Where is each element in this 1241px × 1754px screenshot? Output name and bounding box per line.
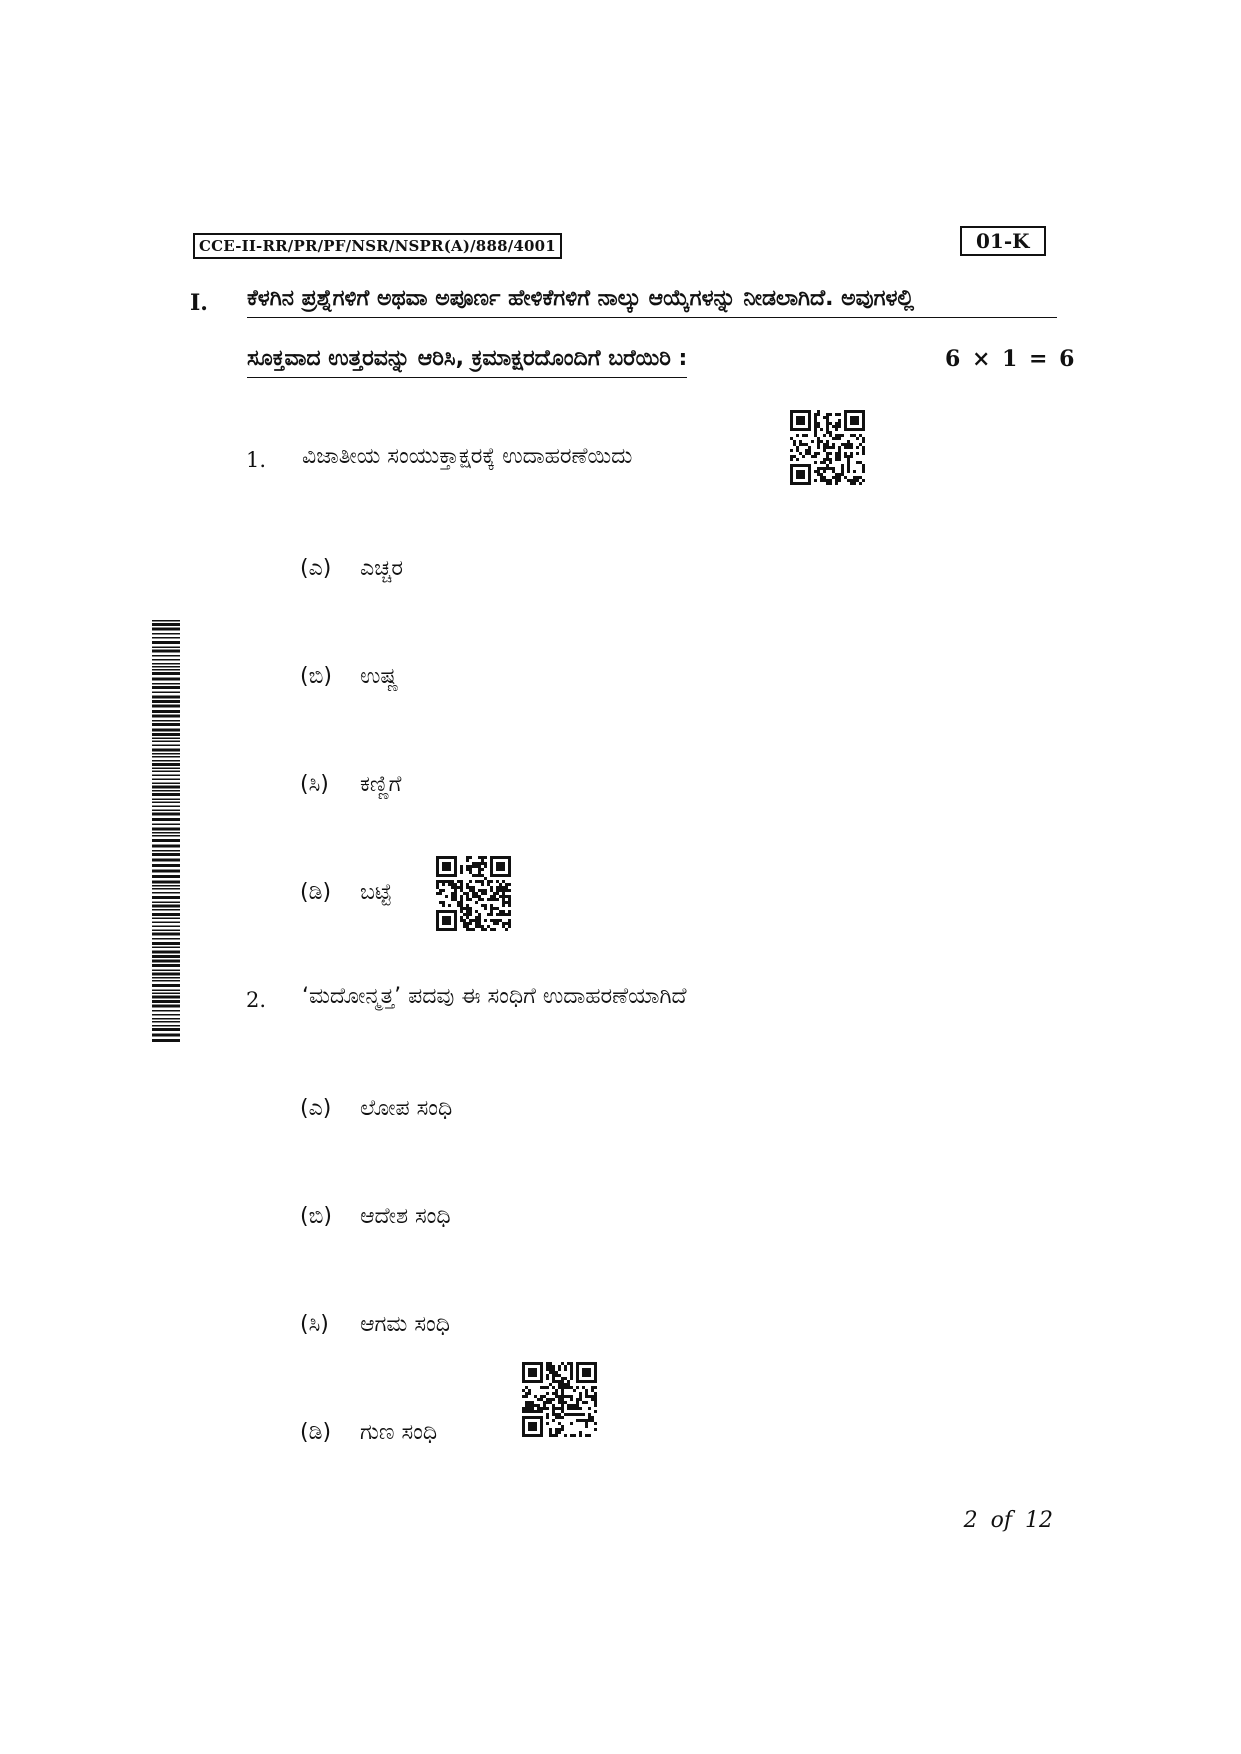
question-text: ‘ಮದೋನ್ಮತ್ತ’ ಪದವು ಈ ಸಂಧಿಗೆ ಉದಾಹರಣೆಯಾಗಿದೆ	[302, 984, 687, 1009]
question-number: 1.	[246, 448, 267, 472]
section-instruction-line2: ಸೂಕ್ತವಾದ ಉತ್ತರವನ್ನು ಆರಿಸಿ, ಕ್ರಮಾಕ್ಷರದೊಂದಿಗೆ ಬರೆಯಿರಿ :	[247, 346, 687, 378]
option	[300, 1420, 437, 1445]
option	[300, 772, 401, 797]
option-text: ಲೋಪ ಸಂಧಿ	[360, 1096, 453, 1121]
option	[300, 1312, 450, 1337]
section-number: I.	[190, 290, 208, 316]
qr-code-icon	[790, 410, 868, 488]
option-label: (ಸಿ)	[300, 1312, 329, 1337]
option-label: (ಎ)	[300, 1096, 332, 1121]
option	[300, 880, 392, 905]
option-label: (ಡಿ)	[300, 880, 332, 905]
section-marks: 6 × 1 = 6	[945, 346, 1077, 372]
option-text: ಕಣ್ಣಿಗೆ	[360, 772, 402, 797]
option-text: ಗುಣ ಸಂಧಿ	[360, 1420, 438, 1445]
option-text: ಆದೇಶ ಸಂಧಿ	[360, 1204, 451, 1229]
option-text: ಬಟ್ಟೆ	[360, 880, 392, 905]
page-number: 2 of 12	[963, 1508, 1053, 1533]
qr-code-icon	[436, 856, 514, 934]
exam-code: CCE-II-RR/PR/PF/NSR/NSPR(A)/888/4001	[193, 233, 562, 259]
barcode-icon	[152, 620, 180, 1045]
option-label: (ಸಿ)	[300, 772, 329, 797]
qr-code-icon	[522, 1362, 600, 1440]
question-number: 2.	[246, 988, 267, 1012]
option	[300, 1096, 452, 1121]
option-text: ಎಚ್ಚರ	[360, 556, 403, 581]
option-text: ಆಗಮ ಸಂಧಿ	[360, 1312, 450, 1337]
question-text: ವಿಜಾತೀಯ ಸಂಯುಕ್ತಾಕ್ಷರಕ್ಕೆ ಉದಾಹರಣೆಯಿದು	[302, 444, 633, 469]
option-label: (ಬಿ)	[300, 1204, 332, 1229]
option-text: ಉಷ್ಣ	[360, 664, 399, 689]
option	[300, 1204, 451, 1229]
paper-code: 01-K	[960, 226, 1046, 256]
section-instruction-line1: ಕೆಳಗಿನ ಪ್ರಶ್ನೆಗಳಿಗೆ ಅಥವಾ ಅಪೂರ್ಣ ಹೇಳಿಕೆಗಳಿಗೆ ನಾಲ್ಕು ಆಯ್ಕೆಗಳನ್ನು ನೀಡಲಾಗಿದೆ. ಅವುಗಳಲ್ಲಿ	[247, 286, 1057, 318]
option-label: (ಬಿ)	[300, 664, 332, 689]
option-label: (ಡಿ)	[300, 1420, 332, 1445]
option	[300, 556, 403, 581]
option-label: (ಎ)	[300, 556, 332, 581]
option	[300, 664, 398, 689]
